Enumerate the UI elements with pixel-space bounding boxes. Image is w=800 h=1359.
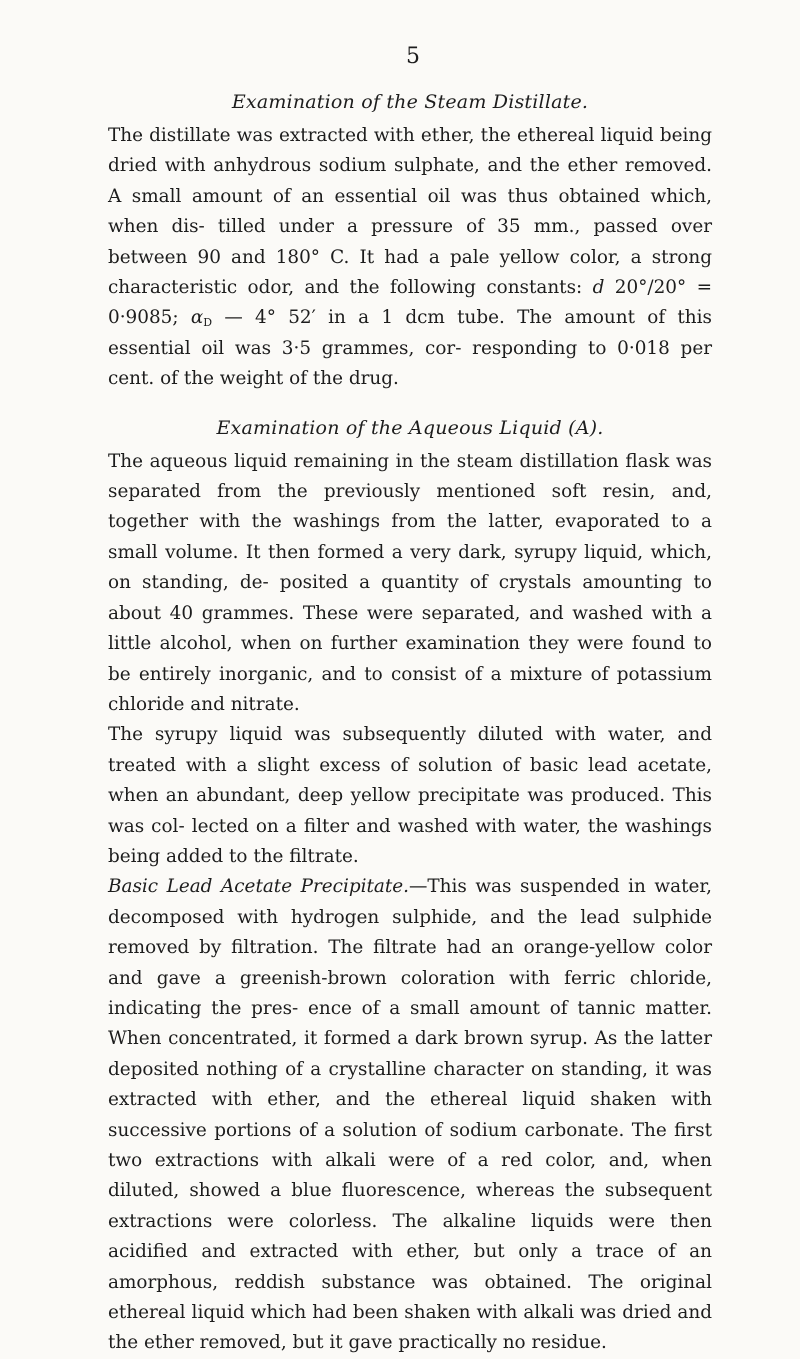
paragraph-text: dcm tube. The amount of this essential oil was 3·5 grammes, cor- responding to 0·018 per cent. of the weight of the drug. [108, 307, 712, 390]
section-heading-steam-distillate: Examination of the Steam Distillate. [231, 91, 589, 113]
paragraph-text: The distillate was extracted with ether, the ethereal liquid being dried with anhydrous sodium sulphate, and the ether removed. A small amount of an essential oil was thus obtained which, when dis- tilled under a pressure of 35 mm., passed over between 90 and 180° C. It had a pale yellow color, a strong characteristic odor, and the following constants: [108, 125, 712, 299]
document-page [108, 44, 712, 1359]
rotation-symbol: α [190, 307, 204, 329]
section-heading-aqueous-liquid: Examination of the Aqueous Liquid (A). [216, 416, 604, 439]
density-symbol: d [592, 277, 605, 299]
rotation-subscript: D [203, 316, 213, 330]
paragraph-syrupy-liquid: The syrupy liquid was subsequently diluted with water, and treated with a slight excess of solution of basic lead acetate, when an abundant, deep yellow precipitate was produced. This was col- lected on a filter and washed with water, the washings being added to the filtrate. [108, 724, 712, 867]
paragraph-aqueous-liquid: The aqueous liquid remaining in the steam distillation flask was separated from the previously mentioned soft resin, and, together with the washings from the latter, evaporated to a small volume. It then formed a very dark, syrupy liquid, which, on standing, de- posited a quantity of crystals amounting to about 40 grammes. These were separated, and washed with a little alcohol, when on further examination they were found to be entirely inorganic, and to consist of a mixture of potassium chloride and nitrate. [108, 450, 712, 715]
paragraph-text: —This was suspended in water, decomposed with hydrogen sulphide, and the lead sulphide removed by filtration. The filtrate had an orange-yellow color and gave a greenish-brown coloration with ferric chloride, indicating the pres- ence of a small amount of tannic matter. When concentrated, it formed a dark brown syrup. As the latter deposited nothing of a crystalline character on standing, it was extracted with ether, and the ethereal liquid shaken with successive portions of a solution of sodium carbonate. The first two extractions with alkali were of a red color, and, when diluted, showed a blue fluorescence, whereas the subsequent extractions were colorless. The alkaline liquids were then acidified and extracted with ether, but only a trace of an amorphous, reddish substance was obtained. The original ethereal liquid which had been shaken with alkali was dried and the ether removed, but it gave practically no residue. [108, 876, 713, 1354]
paragraph-steam-distillate [108, 121, 712, 395]
paragraph-lead-acetate-precipitate [108, 872, 712, 1359]
density-value: 20°/20° = 0·9085; [108, 277, 712, 329]
run-in-heading: Basic Lead Acetate Precipitate. [108, 876, 409, 898]
page-number: 5 [406, 44, 420, 69]
rotation-value: — 4° 52′ in a 1 [212, 307, 394, 329]
